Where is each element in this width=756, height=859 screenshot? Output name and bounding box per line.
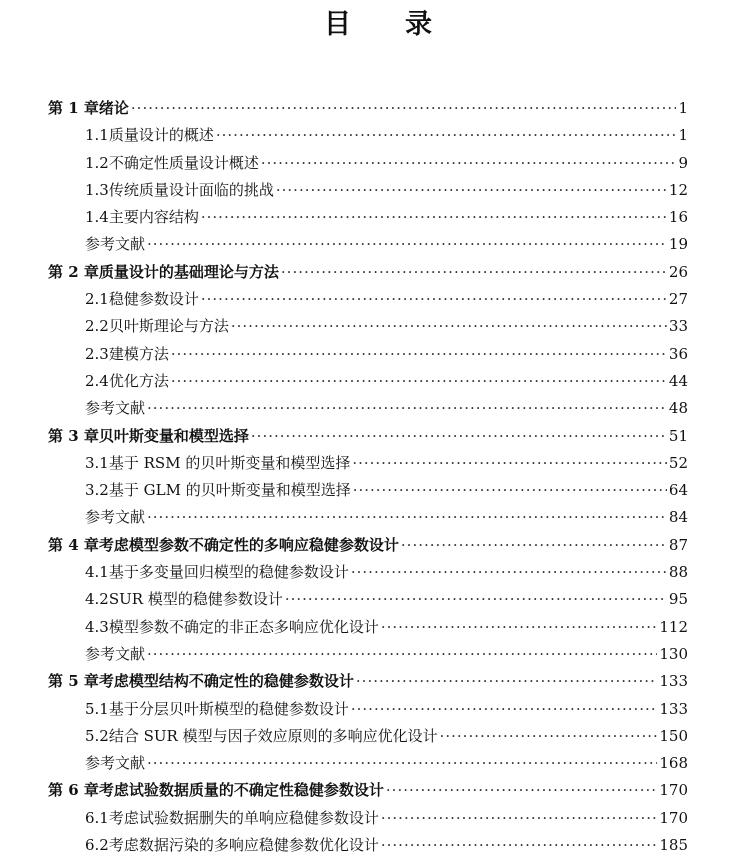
toc-entry-title: 不确定性质量设计概述 <box>108 153 259 172</box>
toc-chapter-entry[interactable] <box>48 259 688 286</box>
toc-entry-number: 第 5 章 <box>48 672 99 691</box>
toc-entry-number: 4.1 <box>85 563 109 582</box>
toc-entry-title: 参考文献 <box>85 754 146 773</box>
toc-entry-number: 1.3 <box>85 180 109 199</box>
toc-section-entry[interactable] <box>48 559 688 586</box>
toc-entry-title: 传统质量设计面临的挑战 <box>108 180 274 199</box>
toc-entry-number: 6.1 <box>85 808 109 827</box>
toc-page-number: 48 <box>668 399 688 418</box>
toc-entry-title: 结合 SUR 模型与因子效应原则的多响应优化设计 <box>108 726 438 745</box>
toc-section-entry[interactable] <box>48 805 688 832</box>
toc-page-number: 1 <box>678 99 688 117</box>
toc-page-number: 112 <box>659 617 688 636</box>
toc-page-number: 36 <box>668 344 688 363</box>
toc-entry-title: 质量设计的基础理论与方法 <box>98 262 279 281</box>
toc-entry-number: 第 6 章 <box>48 781 99 800</box>
toc-section-entry[interactable] <box>48 313 688 340</box>
toc-entry-title: 贝叶斯理论与方法 <box>108 317 229 336</box>
dot-leader <box>352 450 667 477</box>
toc-section-entry[interactable] <box>48 832 688 859</box>
toc-section-entry[interactable] <box>48 450 688 477</box>
toc-page-number: 12 <box>668 180 688 199</box>
toc-entry-title: 主要内容结构 <box>108 208 199 227</box>
toc-page-number: 52 <box>668 453 688 472</box>
toc-chapter-entry[interactable] <box>48 532 688 559</box>
dot-leader <box>147 504 667 531</box>
toc-entry-number: 3.1 <box>85 453 109 472</box>
toc-page-number: 170 <box>659 808 688 827</box>
table-of-contents <box>48 95 688 859</box>
toc-entry-title: 参考文献 <box>85 399 146 418</box>
dot-leader <box>171 341 667 368</box>
toc-entry-title: 贝叶斯变量和模型选择 <box>98 426 249 445</box>
toc-page-number: 84 <box>668 508 688 527</box>
toc-page-number: 133 <box>659 672 688 691</box>
toc-entry-title: 基于多变量回归模型的稳健参数设计 <box>108 563 349 582</box>
toc-entry-title: 基于分层贝叶斯模型的稳健参数设计 <box>108 699 349 718</box>
toc-references-entry[interactable] <box>48 641 688 668</box>
toc-page-number: 185 <box>659 836 688 855</box>
toc-chapter-entry[interactable] <box>48 777 688 804</box>
dot-leader <box>251 423 667 450</box>
toc-entry-title: 参考文献 <box>85 644 146 663</box>
toc-entry-number: 第 2 章 <box>48 262 99 281</box>
toc-page-number: 150 <box>659 726 688 745</box>
dot-leader <box>147 750 657 777</box>
dot-leader <box>147 641 657 668</box>
toc-entry-number: 第 1 章 <box>48 99 99 117</box>
toc-section-entry[interactable] <box>48 341 688 368</box>
toc-entry-number: 1.2 <box>85 153 109 172</box>
toc-chapter-entry[interactable] <box>48 95 688 122</box>
toc-entry-title: 考虑试验数据删失的单响应稳健参数设计 <box>108 808 379 827</box>
toc-entry-title: 考虑试验数据质量的不确定性稳健参数设计 <box>98 781 384 800</box>
toc-entry-number: 1.1 <box>85 126 109 145</box>
toc-section-entry[interactable] <box>48 122 688 149</box>
dot-leader <box>201 204 667 231</box>
dot-leader <box>261 150 677 177</box>
toc-entry-title: 考虑模型参数不确定性的多响应稳健参数设计 <box>98 535 399 554</box>
toc-entry-title: 质量设计的概述 <box>108 126 214 145</box>
toc-references-entry[interactable] <box>48 231 688 258</box>
title-char-2: 录 <box>405 9 432 40</box>
toc-entry-number: 第 3 章 <box>48 426 99 445</box>
toc-entry-number: 2.3 <box>85 344 109 363</box>
toc-entry-number: 2.1 <box>85 290 109 309</box>
dot-leader <box>201 286 667 313</box>
toc-page-number: 9 <box>678 153 688 172</box>
toc-section-entry[interactable] <box>48 368 688 395</box>
toc-entry-number: 2.2 <box>85 317 109 336</box>
toc-entry-title: SUR 模型的稳健参数设计 <box>108 590 283 609</box>
toc-references-entry[interactable] <box>48 395 688 422</box>
toc-entry-title: 参考文献 <box>85 508 146 527</box>
dot-leader <box>285 586 667 613</box>
toc-section-entry[interactable] <box>48 150 688 177</box>
dot-leader <box>171 368 667 395</box>
toc-page-number: 87 <box>668 535 688 554</box>
toc-page-number: 88 <box>668 563 688 582</box>
toc-entry-number: 4.3 <box>85 617 109 636</box>
toc-chapter-entry[interactable] <box>48 668 688 695</box>
toc-entry-title: 基于 RSM 的贝叶斯变量和模型选择 <box>108 453 351 472</box>
toc-page-number: 1 <box>678 126 688 145</box>
toc-entry-number: 5.1 <box>85 699 109 718</box>
dot-leader <box>381 805 657 832</box>
toc-section-entry[interactable] <box>48 586 688 613</box>
dot-leader <box>147 395 667 422</box>
toc-page-number: 130 <box>659 644 688 663</box>
dot-leader <box>353 477 667 504</box>
toc-entry-number: 1.4 <box>85 208 109 227</box>
toc-entry-number: 2.4 <box>85 371 109 390</box>
title-char-1: 目 <box>324 9 351 40</box>
dot-leader <box>281 259 667 286</box>
toc-section-entry[interactable] <box>48 696 688 723</box>
dot-leader <box>231 313 667 340</box>
toc-page-number: 170 <box>659 781 688 800</box>
toc-page-number: 44 <box>668 371 688 390</box>
dot-leader <box>351 559 667 586</box>
toc-page-number: 33 <box>668 317 688 336</box>
toc-page-number: 64 <box>668 481 688 500</box>
toc-page-number: 168 <box>659 754 688 773</box>
toc-entry-title: 绪论 <box>98 99 129 117</box>
toc-page-number: 51 <box>668 426 688 445</box>
toc-entry-title: 稳健参数设计 <box>108 290 199 309</box>
dot-leader <box>401 532 667 559</box>
toc-entry-title: 优化方法 <box>108 371 169 390</box>
toc-section-entry[interactable] <box>48 614 688 641</box>
dot-leader <box>351 696 657 723</box>
dot-leader <box>381 832 657 859</box>
dot-leader <box>381 614 657 641</box>
page-title <box>0 2 756 41</box>
toc-chapter-entry[interactable] <box>48 423 688 450</box>
toc-entry-title: 建模方法 <box>108 344 169 363</box>
toc-entry-title: 基于 GLM 的贝叶斯变量和模型选择 <box>108 481 351 500</box>
toc-section-entry[interactable] <box>48 177 688 204</box>
toc-entry-title: 考虑模型结构不确定性的稳健参数设计 <box>98 672 354 691</box>
toc-page-number: 95 <box>668 590 688 609</box>
dot-leader <box>216 122 677 149</box>
toc-entry-title: 模型参数不确定的非正态多响应优化设计 <box>108 617 379 636</box>
toc-entry-title: 参考文献 <box>85 235 146 254</box>
toc-section-entry[interactable] <box>48 723 688 750</box>
toc-page-number: 19 <box>668 235 688 254</box>
toc-page-number: 27 <box>668 290 688 309</box>
toc-section-entry[interactable] <box>48 477 688 504</box>
toc-page-number: 26 <box>668 262 688 281</box>
toc-references-entry[interactable] <box>48 504 688 531</box>
toc-references-entry[interactable] <box>48 750 688 777</box>
toc-section-entry[interactable] <box>48 204 688 231</box>
toc-entry-title: 考虑数据污染的多响应稳健参数优化设计 <box>108 836 379 855</box>
toc-entry-number: 3.2 <box>85 481 109 500</box>
dot-leader <box>356 668 657 695</box>
toc-entry-number: 6.2 <box>85 836 109 855</box>
toc-entry-number: 4.2 <box>85 590 109 609</box>
toc-page-number: 16 <box>668 208 688 227</box>
dot-leader <box>131 95 677 122</box>
dot-leader <box>386 777 657 804</box>
toc-page-number: 133 <box>659 699 688 718</box>
dot-leader <box>440 723 658 750</box>
dot-leader <box>147 231 667 258</box>
toc-entry-number: 第 4 章 <box>48 535 99 554</box>
toc-section-entry[interactable] <box>48 286 688 313</box>
dot-leader <box>276 177 667 204</box>
toc-entry-number: 5.2 <box>85 726 109 745</box>
